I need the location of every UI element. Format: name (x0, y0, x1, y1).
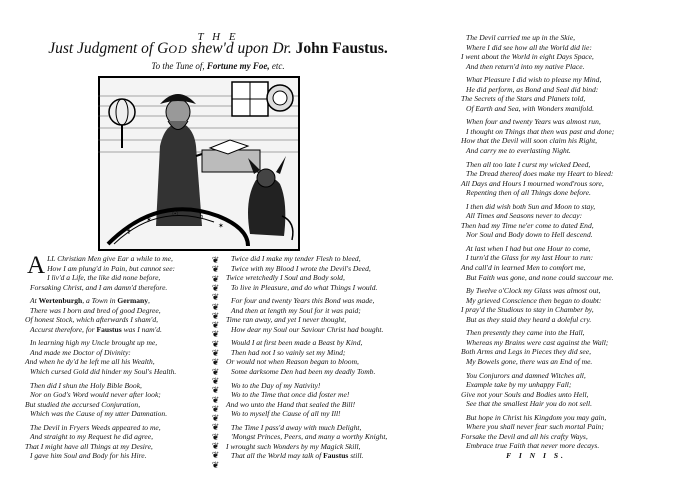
verse-line: Then had not I so vainly set my Mind; (231, 347, 346, 357)
fleuron-ornament: ❦ (211, 292, 220, 303)
verse-line: Then did I shun the Holy Bible Book, (30, 380, 142, 390)
emphasis: Wertenburgh (38, 296, 83, 306)
verse-line: Accurst therefore, for Faustus was I nam'd. (30, 324, 162, 334)
verse-line: Wo to myself the Cause of all my Ill! (231, 409, 341, 419)
verse-line: Where I did see how all the World did lie: (466, 42, 592, 52)
emphasis: Faustus (323, 451, 349, 461)
verse-line: Of honest Stock, which afterwards I sham'd, (25, 315, 158, 325)
fleuron-ornament: ❦ (211, 394, 220, 405)
fleuron-ornament: ❦ (211, 348, 220, 358)
fleuron-ornament: ❦ (211, 375, 220, 386)
fleuron-ornament: ❦ (211, 357, 220, 368)
verse-line: 'Mongst Princes, Peers, and many a worthy Knight, (231, 432, 388, 442)
stanza (461, 244, 671, 282)
verse-line: By Twelve o'Clock my Glass was almost out, (466, 286, 601, 296)
stanza (461, 328, 671, 366)
verse-line: Then all too late I curst my wicked Deed, (466, 159, 591, 169)
fleuron-ornament: ❦ (211, 264, 220, 275)
verse-line: That all the World may talk of Faustus still. (231, 451, 364, 461)
stanza (461, 117, 671, 155)
fleuron-ornament: ❦ (211, 301, 220, 312)
verse-line: What Pleasure I did wish to please my Mind, (466, 75, 602, 85)
verse-line: And made me Doctor of Divinity: (30, 347, 131, 357)
verse-line: I turn'd the Glass for my last Hour to run: (466, 253, 594, 263)
verse-line: Nor Soul and Body down to Hell descend. (466, 230, 593, 240)
verse-line: Twice with my Blood I wrote the Devil's Deed, (231, 263, 371, 273)
fleuron-ornament: ❦ (211, 413, 220, 424)
fleuron-ornament: ❦ (211, 441, 220, 451)
svg-text:✶: ✶ (218, 222, 224, 230)
verse-line: Both Arms and Legs in Pieces they did see, (461, 347, 592, 357)
tune-prefix: To the Tune of, (151, 61, 207, 71)
verse-line: Repenting then of all Things done before. (466, 188, 591, 198)
verse-line: The Devil in Fryers Weeds appeared to me, (30, 422, 161, 432)
verse-line: I thought on Things that then was past and done; (466, 126, 615, 136)
verse-line: All Days and Hours I mourned wond'rous sore, (461, 178, 604, 188)
emphasis: Faustus (96, 324, 122, 334)
verse-line: At last when I had but one Hour to come, (466, 243, 591, 253)
verse-line: Give not your Souls and Bodies unto Hell, (461, 389, 589, 399)
column-3 (461, 33, 671, 460)
stanza (25, 296, 213, 334)
verse-line: And then at length my Soul for it was paid; (231, 305, 361, 315)
fleuron-ornament: ❦ (211, 459, 220, 470)
verse-line: Example take by my unhappy Fall; (466, 380, 572, 390)
column-divider-ornaments (210, 256, 222, 470)
verse-line: Forsaking Christ, and I am damn'd therefore. (30, 282, 168, 292)
fleuron-ornament: ❦ (211, 338, 220, 349)
verse-line: Wo to the Day of my Nativity! (231, 380, 321, 390)
emphasis: Germany (117, 296, 148, 306)
verse-line: How dear my Soul our Saviour Christ had bought. (231, 324, 384, 334)
verse-line: Time ran away, and yet I never thought, (226, 315, 347, 325)
stanza (226, 254, 426, 292)
verse-line: Which cursed Gold did hinder my Soul's Health. (30, 367, 177, 377)
title-god: OD (168, 42, 188, 56)
title-name: John Faustus. (295, 40, 388, 57)
svg-text:✶: ✶ (146, 216, 152, 224)
verse-line: When four and twenty Years was almost run, (466, 117, 601, 127)
verse-line: Wo to the Time that once did foster me! (231, 390, 350, 400)
verse-line: That I might have all Things at my Desire, (25, 441, 153, 451)
column-1 (25, 254, 213, 461)
stanza (25, 338, 213, 376)
verse-line: But as they staid they heard a doleful cry. (466, 314, 592, 324)
svg-text:♄: ♄ (198, 212, 205, 220)
verse-line: Then presently they came into the Hall, (466, 328, 585, 338)
fleuron-ornament: ❦ (211, 366, 220, 377)
verse-line: My grieved Conscience then began to doubt: (466, 295, 602, 305)
stanza (25, 381, 213, 419)
verse-line: Then had my Time ne'er come to dated End, (461, 220, 594, 230)
verse-line: And when he dy'd he left me all his Wealth, (25, 357, 155, 367)
verse-line: The Secrets of the Stars and Planets told, (461, 94, 586, 104)
fleuron-ornament: ❦ (211, 329, 220, 340)
verse-line: Of Earth and Sea, with Wonders manifold. (466, 103, 595, 113)
verse-line: How that the Devil will soon claim his Right, (461, 136, 598, 146)
verse-line: Forsake the Devil and all his crafty Ways, (461, 431, 588, 441)
tune-name: Fortune my Foe, (206, 61, 270, 71)
verse-line: The Devil carried me up in the Skie, (466, 33, 575, 42)
verse-line: But studied the accursed Conjuration, (25, 399, 141, 409)
title-the: T H E (197, 31, 239, 43)
verse-line: How I am plung'd in Pain, but cannot see: (47, 263, 176, 273)
verse-line: Would I at first been made a Beast by Kind, (231, 338, 363, 348)
verse-line: I pray'd the Studious to stay in Chamber by, (461, 305, 594, 315)
verse-line: The Time I pass'd away with much Delight, (231, 422, 362, 432)
tune-suffix: etc. (269, 61, 285, 71)
ballad-title (18, 40, 418, 58)
verse-line: And straight to my Request he did agree, (30, 432, 153, 442)
verse-line: And wo unto the Hand that sealed the Bill! (226, 399, 356, 409)
verse-line: See that the smallest Hair you do not sell. (466, 399, 592, 409)
stanza (25, 423, 213, 461)
verse-line: There was I born and bred of good Degree, (30, 305, 161, 315)
verse-line: And call'd in learned Men to comfort me, (461, 263, 586, 273)
verse-line: Which was the Cause of my utter Damnation. (30, 409, 168, 419)
title-part-2: shew'd upon Dr. (187, 40, 296, 57)
stanza (226, 296, 426, 334)
stanza (461, 371, 671, 409)
verse-line: He did perform, as Bond and Seal did bind: (466, 84, 599, 94)
stanza (461, 413, 671, 451)
verse-line: Some darksome Den had been my deadly Tomb. (231, 367, 376, 377)
column-2 (226, 254, 426, 461)
verse-line: Twice wretchedly I Soul and Body sold, (226, 273, 345, 283)
verse-line: LL Christian Men give Ear a while to me, (47, 254, 173, 263)
fleuron-ornament: ❦ (211, 282, 220, 293)
verse-line: All Times and Seasons never to decay: (466, 211, 583, 221)
fleuron-ornament: ❦ (211, 403, 220, 414)
stanza (226, 381, 426, 419)
verse-line: Twice did I make my tender Flesh to bleed, (231, 254, 361, 263)
stanza (461, 33, 671, 71)
verse-line: I then did wish both Sun and Moon to stay, (466, 201, 596, 211)
verse-line: And carry me to everlasting Night. (466, 146, 571, 156)
svg-text:✝: ✝ (126, 228, 132, 236)
fleuron-ornament: ❦ (211, 431, 220, 442)
verse-line: To live in Pleasure, and do what Things I would. (231, 282, 378, 292)
woodcut-illustration (98, 76, 300, 251)
stanza (226, 423, 426, 461)
finis: F I N I S. (506, 450, 566, 460)
verse-line: But hope in Christ his Kingdom you may gain, (466, 412, 607, 422)
verse-line: The Dread thereof does make my Heart to bleed: (466, 169, 614, 179)
verse-line: Nor on God's Word would never after look; (30, 390, 161, 400)
stanza (461, 286, 671, 324)
title-part-1: Just Judgment of G (48, 40, 169, 57)
fleuron-ornament: ❦ (211, 422, 220, 433)
fleuron-ornament: ❦ (211, 255, 220, 265)
verse-line: In learning high my Uncle brought up me, (30, 338, 158, 348)
fleuron-ornament: ❦ (211, 273, 220, 284)
fleuron-ornament: ❦ (211, 450, 220, 461)
svg-text:☉: ☉ (172, 210, 179, 218)
fleuron-ornament: ❦ (211, 320, 220, 331)
verse-line: I liv'd a Life, the like did none before, (47, 273, 161, 283)
stanza (461, 202, 671, 240)
verse-line: And then return'd into my native Place. (466, 61, 585, 71)
stanza (25, 254, 213, 292)
verse-line: Or would not when Reason began to bloom, (226, 357, 359, 367)
verse-line: At Wertenburgh, a Town in Germany, (30, 296, 150, 306)
drop-capital: A (27, 252, 46, 279)
stanza (461, 75, 671, 113)
verse-line: Where you shall never fear such mortal Pain; (466, 422, 604, 432)
fleuron-ornament: ❦ (211, 310, 220, 321)
verse-line: I went about the World in eight Days Space, (461, 52, 594, 62)
verse-line: For four and twenty Years this Bond was made, (231, 296, 375, 306)
verse-line: You Conjurors and damned Witches all, (466, 370, 586, 380)
fleuron-ornament: ❦ (211, 385, 220, 396)
verse-line: My Bowels gone, there was an End of me. (466, 356, 593, 366)
stanza (226, 338, 426, 376)
verse-line: Embrace true Faith that never more decays. (466, 441, 600, 451)
verse-line: I gave him Soul and Body for his Hire. (30, 451, 147, 461)
tune-line (18, 61, 418, 71)
verse-line: But Faith was gone, and none could succour me. (466, 272, 614, 282)
stanza (461, 160, 671, 198)
verse-line: Whereas my Brains were cast against the Wall; (466, 337, 609, 347)
verse-line: I wrought such Wonders by my Magick Skill, (226, 441, 361, 451)
